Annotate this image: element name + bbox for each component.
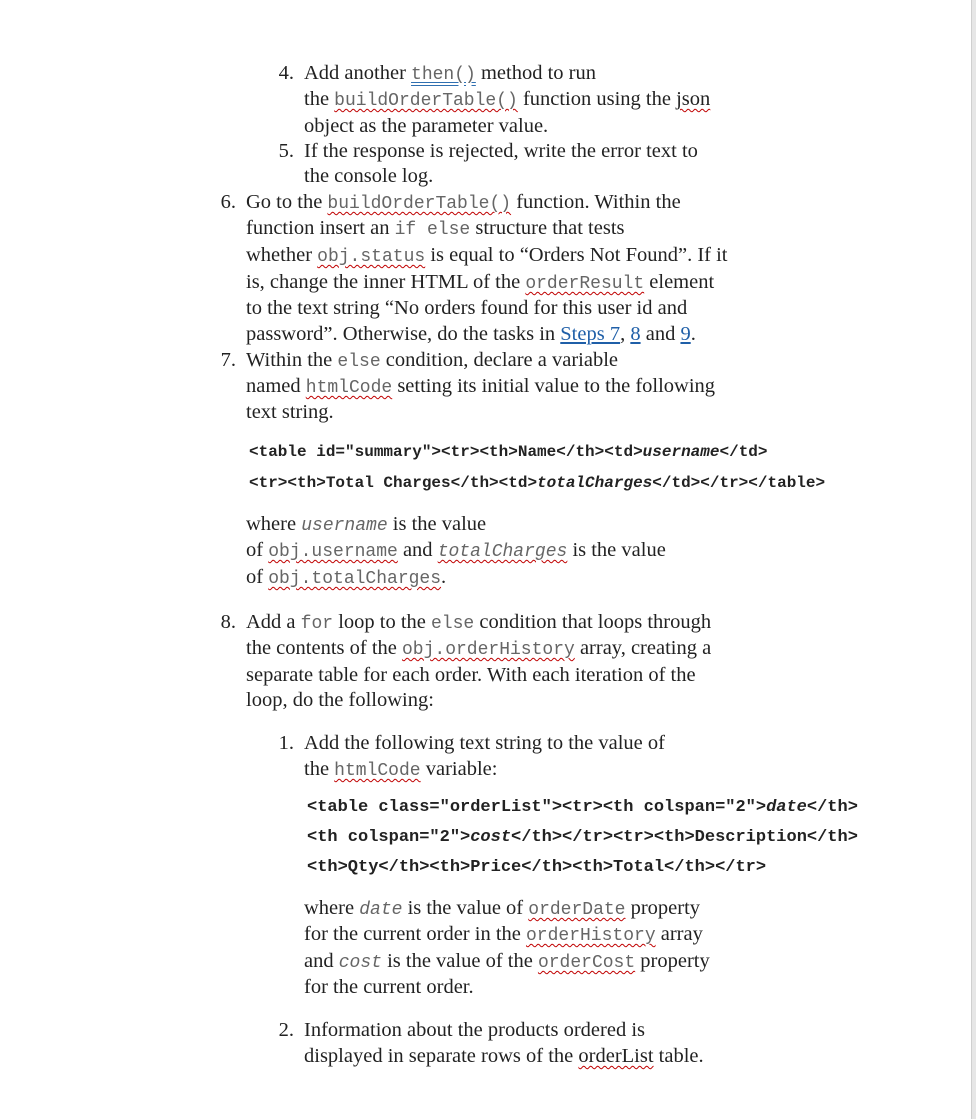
list-number: 7. xyxy=(220,349,236,371)
item-4-line-2: the buildOrderTable() function using the json xyxy=(304,88,711,111)
step-8-line-4: loop, do the following: xyxy=(246,689,434,711)
item-4-line-3: object as the parameter value. xyxy=(304,115,549,137)
code-line: <th colspan="2">cost</th></tr><tr><th>Description</th> xyxy=(307,828,858,847)
step-7-line-2: named htmlCode setting its initial value to the following xyxy=(246,375,716,398)
sub-2-line-1: Information about the products ordered is xyxy=(304,1019,646,1041)
list-number: 8. xyxy=(220,611,236,633)
step-7-line-3: text string. xyxy=(246,401,334,423)
list-number: 5. xyxy=(278,140,294,162)
code-line: <table class="orderList"><tr><th colspan="2">date</th> xyxy=(307,798,858,817)
code-line: <tr><th>Total Charges</th><td>totalCharges</td></tr></table> xyxy=(249,474,826,492)
step-8-line-3: separate table for each order. With each iteration of the xyxy=(246,664,696,686)
sub-1-line-2: the htmlCode variable: xyxy=(304,758,498,781)
steps-7-link[interactable]: Steps 7 xyxy=(560,323,621,345)
step-6-line-2: function insert an if else structure that tests xyxy=(246,217,625,240)
code-line: <th>Qty</th><th>Price</th><th>Total</th></tr> xyxy=(307,858,767,877)
step-7-where-line-1: where username is the value xyxy=(246,513,487,536)
sub-1-line-1: Add the following text string to the value of xyxy=(304,732,665,754)
item-5-line-1: If the response is rejected, write the error text to xyxy=(304,140,698,162)
item-4-line-1: Add another then() method to run xyxy=(304,62,596,85)
step-6-line-4: is, change the inner HTML of the orderResult element xyxy=(246,271,715,294)
step-8-line-2: the contents of the obj.orderHistory array, creating a xyxy=(246,637,712,660)
code-line: <table id="summary"><tr><th>Name</th><td>username</td> xyxy=(249,443,768,461)
sub-1-where-line-3: and cost is the value of the orderCost property xyxy=(304,950,710,973)
step-6-line-5: to the text string “No orders found for this user id and xyxy=(246,297,688,319)
step-8-link[interactable]: 8 xyxy=(630,323,641,345)
sub-1-where-line-4: for the current order. xyxy=(304,976,474,998)
list-number: 2. xyxy=(278,1019,294,1041)
list-number: 4. xyxy=(278,62,294,84)
step-6-line-6: password”. Otherwise, do the tasks in Steps 7, 8 and 9. xyxy=(246,323,696,345)
step-7-where-line-2: of obj.username and totalCharges is the value xyxy=(246,539,666,562)
step-7-where-line-3: of obj.totalCharges. xyxy=(246,566,447,589)
step-9-link[interactable]: 9 xyxy=(680,323,691,345)
item-5-line-2: the console log. xyxy=(304,165,434,187)
list-number: 6. xyxy=(220,191,236,213)
step-6-line-3: whether obj.status is equal to “Orders Not Found”. If it xyxy=(246,244,728,267)
step-8-line-1: Add a for loop to the else condition that loops through xyxy=(246,611,712,634)
step-6-line-1: Go to the buildOrderTable() function. Within the xyxy=(246,191,681,214)
sub-2-line-2: displayed in separate rows of the orderList table. xyxy=(304,1045,704,1067)
page-edge xyxy=(971,0,976,1119)
sub-1-where-line-2: for the current order in the orderHistory array xyxy=(304,923,703,946)
sub-1-where-line-1: where date is the value of orderDate property xyxy=(304,897,701,920)
list-number: 1. xyxy=(278,732,294,754)
step-7-line-1: Within the else condition, declare a variable xyxy=(246,349,618,372)
